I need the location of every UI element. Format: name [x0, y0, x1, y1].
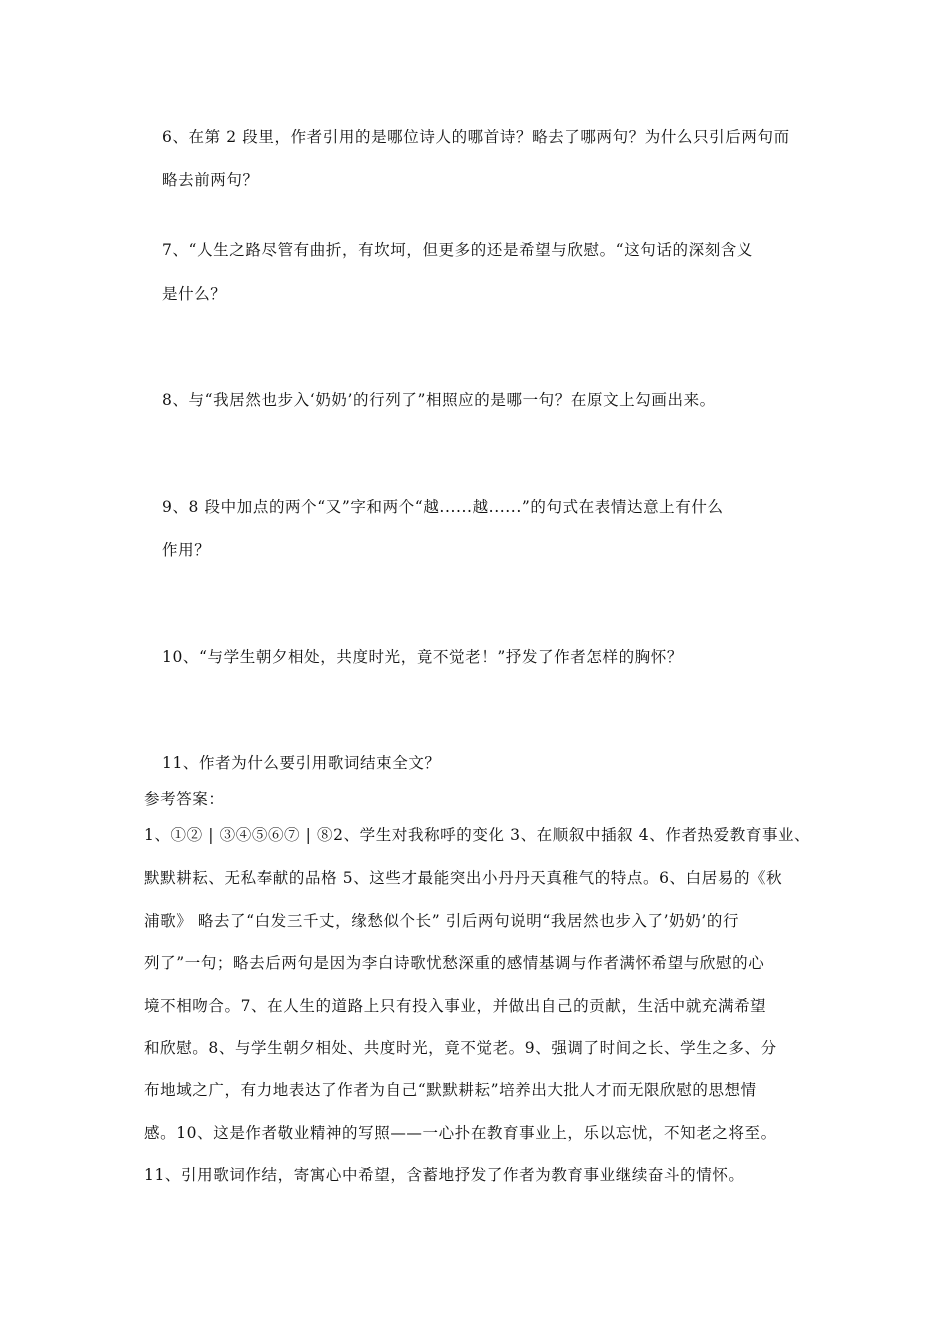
question-6-line-2: 略去前两句？	[162, 171, 259, 189]
question-9-line-1: 9、8 段中加点的两个“又”字和两个“越......越......”的句式在表情达意上有什么	[162, 498, 724, 516]
question-7-line-1: 7、“人生之路尽管有曲折，有坎坷，但更多的还是希望与欣慰。“这句话的深刻含义	[162, 241, 754, 259]
answer-line: 和欣慰。8、与学生朝夕相处、共度时光，竟不觉老。9、强调了时间之长、学生之多、分	[144, 1039, 777, 1057]
question-8: 8、与“我居然也步入‘奶奶’的行列了”相照应的是哪一句？在原文上勾画出来。	[162, 391, 716, 409]
answer-line: 默默耕耘、无私奉献的品格 5、这些才最能突出小丹丹天真稚气的特点。6、白居易的《秋	[144, 869, 783, 887]
answer-line: 境不相吻合。7、在人生的道路上只有投入事业，并做出自己的贡献，生活中就充满希望	[144, 997, 767, 1015]
question-11: 11、作者为什么要引用歌词结束全文？	[162, 754, 441, 772]
answer-line: 11、引用歌词作结，寄寓心中希望，含蓄地抒发了作者为教育事业继续奋斗的情怀。	[144, 1166, 745, 1184]
answer-line: 1、①② | ③④⑤⑥⑦ | ⑧2、学生对我称呼的变化 3、在顺叙中插叙 4、作者热爱教育事业、	[144, 826, 811, 844]
question-7-line-2: 是什么？	[162, 285, 227, 303]
question-9-line-2: 作用？	[162, 541, 211, 559]
answer-line: 布地域之广，有力地表达了作者为自己“默默耕耘”培养出大批人才而无限欣慰的思想情	[144, 1081, 757, 1099]
answer-line: 列了”一句；略去后两句是因为李白诗歌忧愁深重的感情基调与作者满怀希望与欣慰的心	[144, 954, 765, 972]
answer-line: 浦歌》 略去了“白发三千丈，缘愁似个长” 引后两句说明“我居然也步入了’奶奶’的行	[144, 912, 740, 930]
question-10: 10、“与学生朝夕相处，共度时光，竟不觉老！”抒发了作者怎样的胸怀？	[162, 648, 683, 666]
answers-heading: 参考答案：	[144, 790, 225, 808]
question-6-line-1: 6、在第 2 段里，作者引用的是哪位诗人的哪首诗？略去了哪两句？为什么只引后两句而	[162, 128, 790, 146]
answer-line: 感。10、这是作者敬业精神的写照——一心扑在教育事业上，乐以忘忧，不知老之将至。	[144, 1124, 777, 1142]
